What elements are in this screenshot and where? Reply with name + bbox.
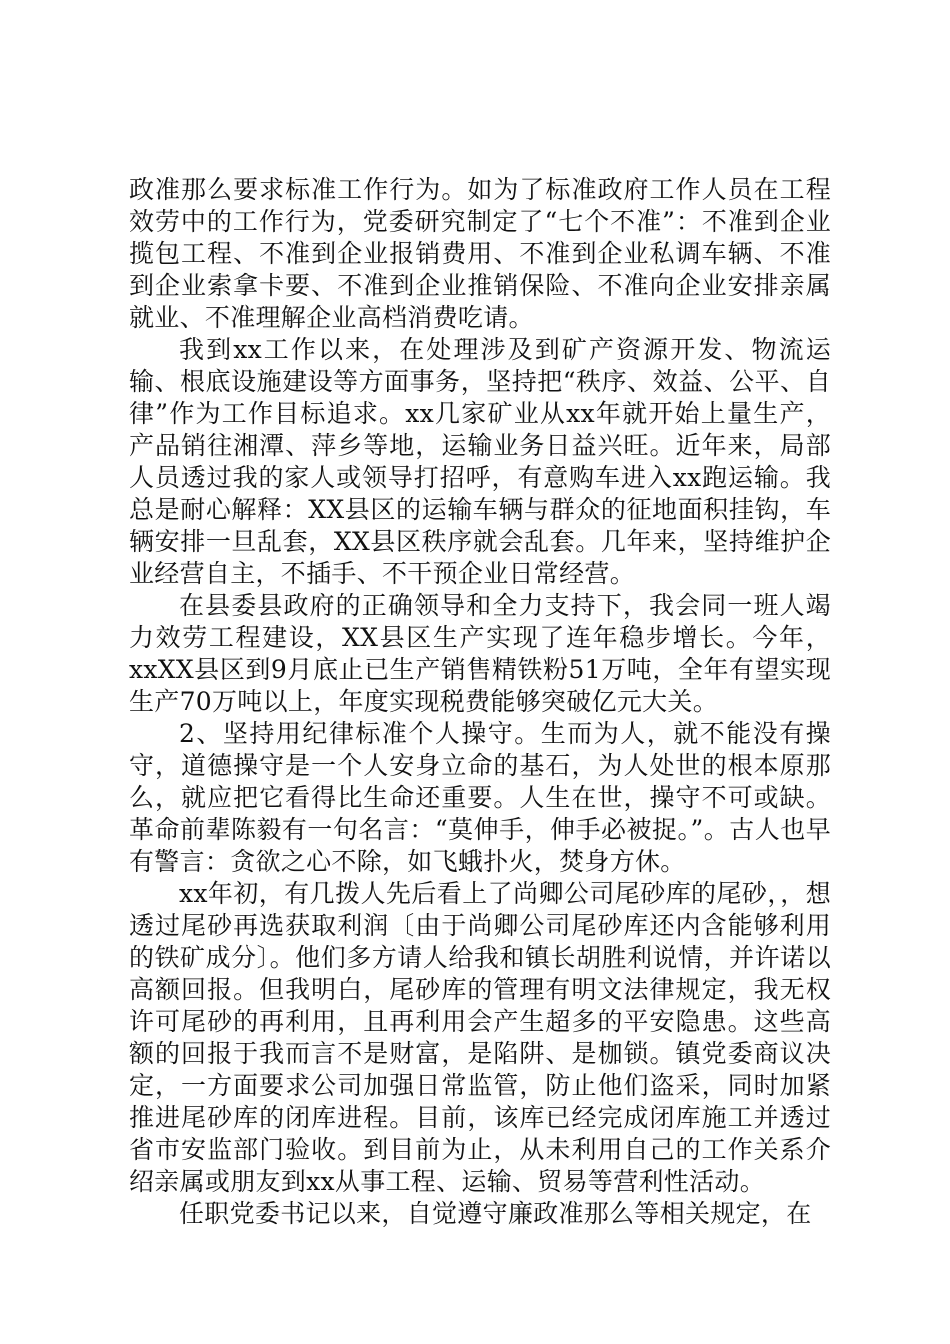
paragraph-4: 2、坚持用纪律标准个人操守。生而为人，就不能没有操守，道德操守是一个人安身立命的基石，为人处世的根本原那么，就应把它看得比生命还重要。人生在世，操守不可或缺。革命前辈陈毅有一句名言：“莫伸手，伸手必被捉。”。古人也早有警言：贪欲之心不除，如飞蛾扑火，焚身方休。 (129, 719, 831, 876)
document-body (129, 174, 831, 1230)
paragraph-5: xx年初，有几拨人先后看上了尚卿公司尾砂库的尾砂，，想透过尾砂再选获取利润〔由于尚卿公司尾砂库还内含能够利用的铁矿成分〕。他们多方请人给我和镇长胡胜利说情，并许诺以高额回报。但我明白，尾砂库的管理有明文法律规定，我无权许可尾砂的再利用，且再利用会产生超多的平安隐患。这些高额的回报于我而言不是财富，是陷阱、是枷锁。镇党委商议决定，一方面要求公司加强日常监管，防止他们盗采，同时加紧推进尾砂库的闭库进程。目前，该库已经完成闭库施工并透过省市安监部门验收。到目前为止，从未利用自己的工作关系介绍亲属或朋友到xx从事工程、运输、贸易等营利性活动。 (129, 879, 831, 1196)
paragraph-2: 我到xx工作以来，在处理涉及到矿产资源开发、物流运输、根底设施建设等方面事务，坚持把“秩序、效益、公平、自律”作为工作目标追求。xx几家矿业从xx年就开始上量生产，产品销往湘潭、萍乡等地，运输业务日益兴旺。近年来，局部人员透过我的家人或领导打招呼，有意购车进入xx跑运输。我总是耐心解释：XX县区的运输车辆与群众的征地面积挂钩，车辆安排一旦乱套，XX县区秩序就会乱套。几年来，坚持维护企业经营自主，不插手、不干预企业日常经营。 (129, 335, 831, 588)
paragraph-1: 政准那么要求标准工作行为。如为了标准政府工作人员在工程效劳中的工作行为，党委研究制定了“七个不准”：不准到企业揽包工程、不准到企业报销费用、不准到企业私调车辆、不准到企业索拿卡要、不准到企业推销保险、不准向企业安排亲属就业、不准理解企业高档消费吃请。 (129, 175, 831, 332)
paragraph-3: 在县委县政府的正确领导和全力支持下，我会同一班人竭力效劳工程建设，XX县区生产实现了连年稳步增长。今年，xxXX县区到9月底止已生产销售精铁粉51万吨，全年有望实现生产70万吨以上，年度实现税费能够突破亿元大关。 (129, 591, 831, 716)
paragraph-6: 任职党委书记以来，自觉遵守廉政准那么等相关规定，在 (179, 1199, 812, 1228)
